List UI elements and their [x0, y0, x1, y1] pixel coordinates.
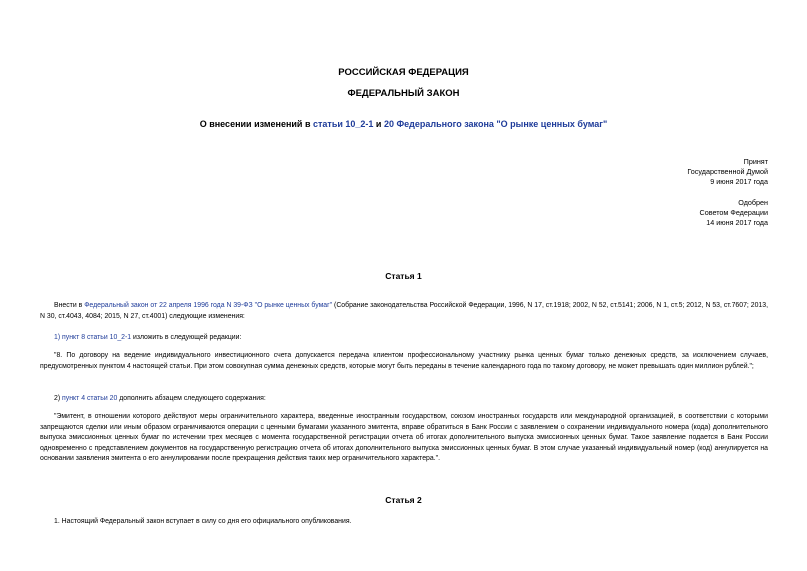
title-prefix: О внесении изменений в	[199, 119, 313, 129]
item-1-line	[40, 333, 768, 344]
adoption-line-3: 9 июня 2017 года	[710, 177, 768, 186]
adoption-line-1: Принят	[743, 157, 768, 166]
intro-prefix: Внести в	[54, 302, 85, 309]
approval-line-2: Советом Федерации	[699, 208, 768, 217]
title-link-article-20[interactable]: 20 Федерального закона "О рынке ценных бумаг"	[383, 119, 608, 129]
item-2-line	[40, 394, 768, 405]
article-1-heading: Статья 1	[385, 271, 422, 281]
law-title	[0, 119, 807, 129]
item-1-text: "8. По договору на ведение индивидуального инвестиционного счета допускается передача клиентом профессиональному участнику рынка ценных бумаг только денежных средств, за исключением случаев, предусмотренных пунктом 4 настоящей статьи. При этом совокупная сумма денежных средств, которые могут быть переданы в течение календарного года по такому договору, не может превышать один миллион рублей.";	[40, 352, 768, 370]
item-2-text: "Эмитент, в отношении которого действуют меры ограничительного характера, введенные иностранным государством, союзом иностранных государств или международной организацией, в соответствии с которыми запрещаются сделки или иным образом ограничиваются операции с ценными бумагами указанного эмитента, вправе обратиться в Банк России с заявлением о сохранении индивидуального номера (кода) дополнительного выпуска эмиссионных ценных бумаг по истечении трех месяцев с момента государственной регистрации отчета об итогах дополнительного выпуска эмиссионных ценных бумаг. Такое заявление подается в Банк России одновременно с представлением документов на государственную регистрацию отчета об итогах дополнительного выпуска эмиссионных ценных бумаг. В этом случае указанный индивидуальный номер (код) аннулируется на основании заявления эмитента о его аннулировании после прекращения действия таких мер ограничительного характера.".	[40, 413, 768, 463]
intro-law-link[interactable]: Федеральный закон от 22 апреля 1996 года N 39-ФЗ "О рынке ценных бумаг"	[84, 302, 333, 309]
item-1-link[interactable]: пункт 8 статьи 10_2-1	[62, 334, 132, 341]
item-2-link[interactable]: пункт 4 статьи 20	[62, 395, 118, 402]
adoption-line-2: Государственной Думой	[687, 167, 768, 176]
article-2-heading: Статья 2	[385, 495, 422, 505]
item-2-prefix: 2)	[54, 395, 63, 402]
article-2-text: 1. Настоящий Федеральный закон вступает в силу со дня его официального опубликования.	[54, 518, 352, 525]
title-middle: и	[373, 119, 384, 129]
approval-block	[700, 198, 768, 228]
law-type-heading: ФЕДЕРАЛЬНЫЙ ЗАКОН	[347, 88, 460, 99]
title-link-article-10[interactable]: статьи 10_2-1	[313, 119, 374, 129]
country-heading: РОССИЙСКАЯ ФЕДЕРАЦИЯ	[338, 67, 469, 78]
item-1-suffix: изложить в следующей редакции:	[131, 334, 242, 341]
approval-line-1: Одобрен	[738, 198, 768, 207]
adoption-block	[687, 157, 768, 187]
approval-line-3: 14 июня 2017 года	[706, 218, 768, 227]
article-1-intro	[40, 301, 768, 322]
item-1-prefix: 1)	[54, 334, 63, 341]
intro-suffix: (Собрание законодательства Российской Федерации, 1996, N 17, ст.1918; 2002, N 52, ст.5141; 2006, N 1, ст.5; 2012, N 53, ст.7607; 2013, N 30, ст.4043, 4084; 2015, N 27, ст.4001) следующие изменения:	[40, 302, 768, 320]
item-2-suffix: дополнить абзацем следующего содержания:	[117, 395, 266, 402]
